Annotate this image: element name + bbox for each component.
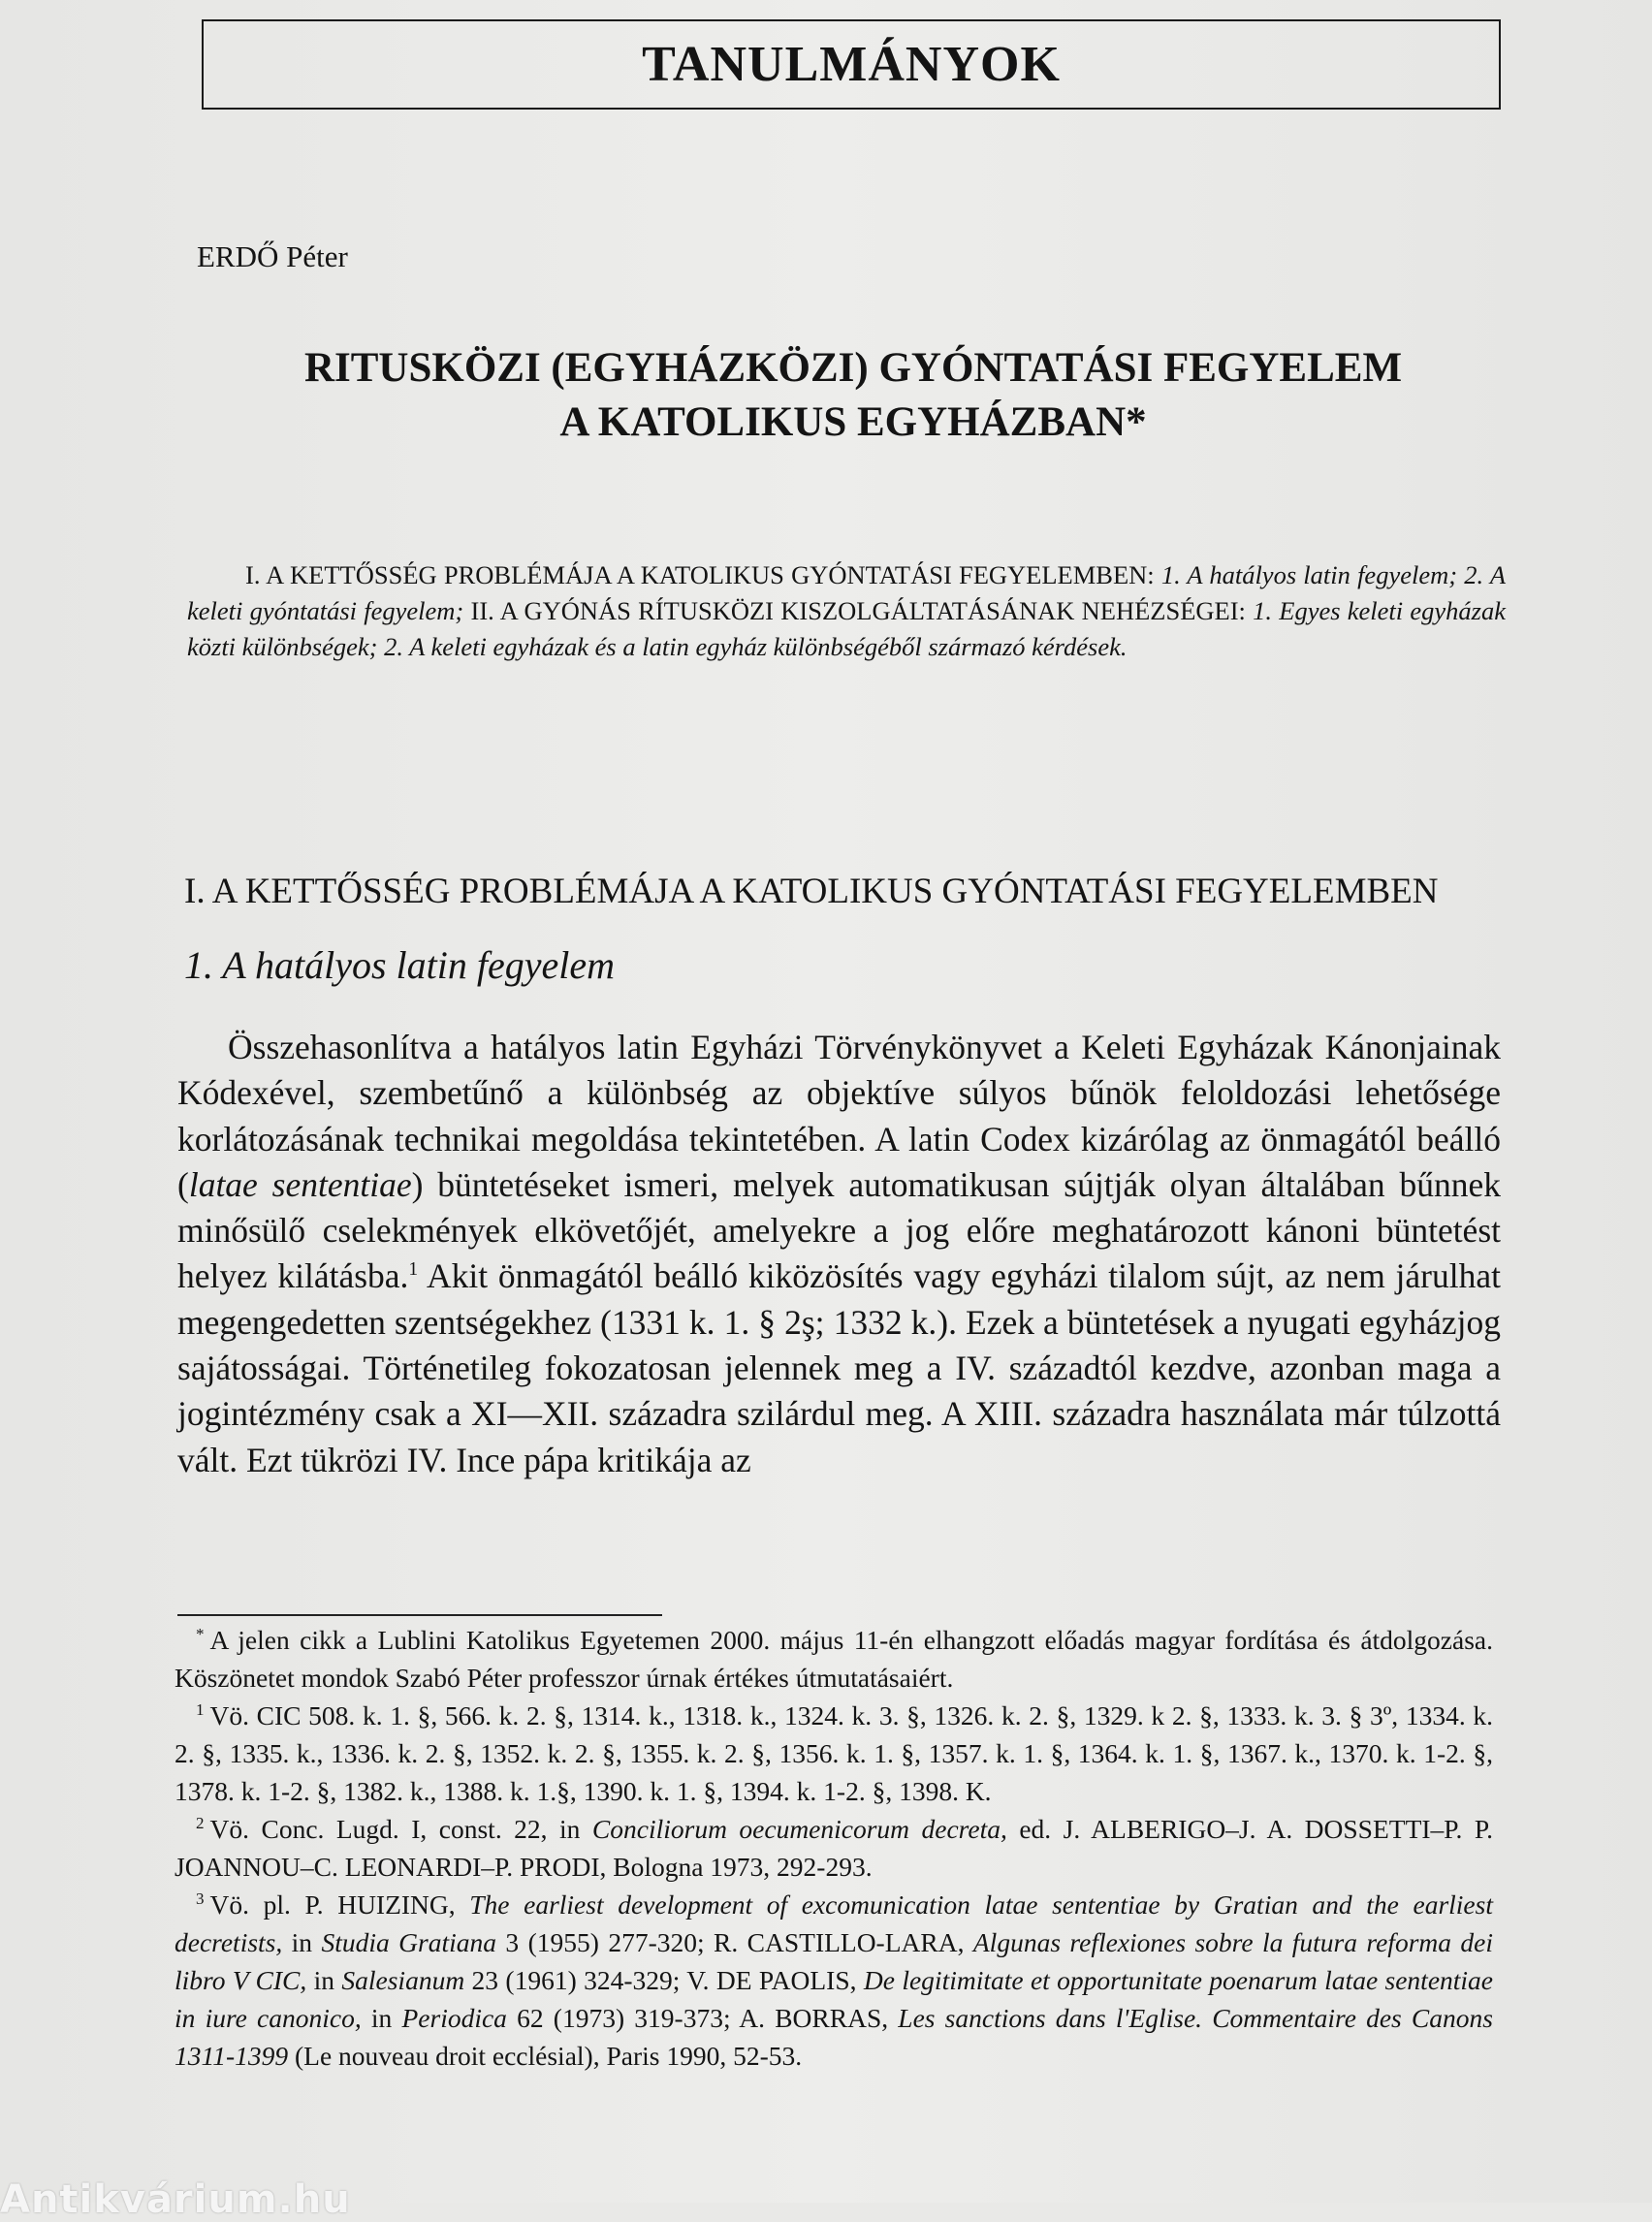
footnote-3-text-l: Periodica <box>401 2003 507 2033</box>
footnote-1 <box>175 1697 1493 1810</box>
footnote-3-text-k: in <box>361 2003 402 2033</box>
watermark: Antikvárium.hu <box>0 2177 351 2222</box>
body-text-2: ) büntetéseket ismeri, melyek automatikusan sújtják olyan általában bűnnek minősülő cselekmények elkövetőjét, amelyekre a jog előre meghatározott kánoni büntetést helyez kilátásba. <box>177 1164 1501 1296</box>
section-heading: I. A KETTŐSSÉG PROBLÉMÁJA A KATOLIKUS GYÓNTATÁSI FEGYELEMBEN <box>184 872 1439 911</box>
footnote-3-text-g: in <box>306 1965 342 1995</box>
article-title-line-2: A KATOLIKUS EGYHÁZBAN* <box>559 399 1147 445</box>
article-title <box>184 341 1522 450</box>
author-name: ERDŐ Péter <box>197 239 348 273</box>
footnote-3-text-j: De legitimitate et opportunitate poenarum latae sententiae in iure canonico, <box>175 1965 1494 2033</box>
footnote-3-text-o: (Le nouveau droit ecclésial), Paris 1990, 52-53. <box>288 2041 803 2071</box>
footnote-3-text-d: Studia Gratiana <box>321 1927 497 1957</box>
footnote-2-mark: 2 <box>196 1813 205 1832</box>
section-header-box <box>202 19 1501 110</box>
subsection-heading: 1. A hatályos latin fegyelem <box>184 943 616 987</box>
body-paragraph <box>177 1025 1501 1483</box>
footnote-3-text-n: Les sanctions dans l'Eglise. Commentaire des Canons 1311-1399 <box>175 2003 1493 2071</box>
footnote-3-mark: 3 <box>196 1889 205 1908</box>
footnote-ref-1: 1 <box>408 1259 419 1281</box>
article-title-line-1: RITUSKÖZI (EGYHÁZKÖZI) GYÓNTATÁSI FEGYELEM <box>303 345 1403 391</box>
toc-items-1: 1. A hatályos latin fegyelem; 2. A keleti gyóntatási fegyelem; <box>187 560 1507 625</box>
toc-items-2: 1. Egyes keleti egyházak közti különbségek; 2. A keleti egyházak és a latin egyház különbségéből származó kérdések. <box>187 596 1506 661</box>
section-header: TANULMÁNYOK <box>642 37 1061 92</box>
body-latin-term: latae sententiae <box>188 1164 412 1204</box>
body-text-1: Összehasonlítva a hatályos latin Egyházi Törvénykönyvet a Keleti Egyházak Kánonjainak Kódexével, szembetűnő a különbség az objektíve súlyos bűnök feloldozási lehetősége korlátozásának technikai megoldása tekintetében. A latin Codex kizárólag az önmagától beálló ( <box>177 1028 1501 1204</box>
footnote-3 <box>175 1886 1493 2075</box>
footnote-2-text-a: Vö. Conc. Lugd. I, const. 22, in <box>209 1814 592 1844</box>
footnote-divider <box>177 1614 662 1616</box>
footnote-star-text: A jelen cikk a Lublini Katolikus Egyetemen 2000. május 11-én elhangzott előadás magyar fordítása és átdolgozása. Köszönetet mondok Szabó Péter professzor úrnak értékes útmutatásaiért. <box>175 1625 1493 1693</box>
footnote-3-text-e: 3 (1955) 277-320; R. CASTILLO-LARA, <box>496 1927 973 1957</box>
footnote-star <box>175 1621 1493 1697</box>
footnotes <box>175 1621 1493 2075</box>
footnote-star-mark: * <box>196 1624 205 1643</box>
footnote-1-text: Vö. CIC 508. k. 1. §, 566. k. 2. §, 1314. k., 1318. k., 1324. k. 3. §, 1326. k. 2. §, 1329. k 2. §, 1333. k. 3. § 3º, 1334. k. 2. §, 1335. k., 1336. k. 2. §, 1352. k. 2. §, 1355. k. 2. §, 1356. k. 1. §, 1357. k. 1. §, 1364. k. 1. §, 1367. k., 1370. k. 1-2. §, 1378. k. 1-2. §, 1382. k., 1388. k. 1.§, 1390. k. 1. §, 1394. k. 1-2. §, 1398. K. <box>175 1700 1493 1806</box>
table-of-contents <box>187 557 1506 665</box>
footnote-3-text-m: 62 (1973) 319-373; A. BORRAS, <box>506 2003 899 2033</box>
footnote-3-text-h: Salesianum <box>341 1965 465 1995</box>
footnote-3-text-b: The earliest development of excomunication latae sententiae by Gratian and the earliest decretists, <box>175 1889 1493 1957</box>
footnote-3-text-c: in <box>282 1927 322 1957</box>
footnote-1-mark: 1 <box>196 1699 205 1719</box>
footnote-3-text-f: Algunas reflexiones sobre la futura reforma dei libro V CIC, <box>175 1927 1494 1995</box>
toc-part-1: I. A KETTŐSSÉG PROBLÉMÁJA A KATOLIKUS GYÓNTATÁSI FEGYELEMBEN: <box>245 560 1161 589</box>
toc-part-2: II. A GYÓNÁS RÍTUSKÖZI KISZOLGÁLTATÁSÁNAK NEHÉZSÉGEI: <box>463 596 1254 625</box>
footnote-2 <box>175 1810 1493 1886</box>
footnote-2-text-c: ed. J. ALBERIGO–J. A. DOSSETTI–P. P. JOANNOU–C. LEONARDI–P. PRODI, Bologna 1973, 292-293. <box>175 1814 1493 1882</box>
footnote-3-text-i: 23 (1961) 324-329; V. DE PAOLIS, <box>464 1965 864 1995</box>
footnote-2-text-b: Conciliorum oecumenicorum decreta, <box>591 1814 1007 1844</box>
body-text-3: Akit önmagától beálló kiközösítés vagy egyházi tilalom sújt, az nem járulhat megengedetten szentségekhez (1331 k. 1. § 2ş; 1332 k.). Ezek a büntetések a nyugati egyházjog sajátosságai. Történetileg fokozatosan jelennek meg a IV. századtól kezdve, azonban maga a jogintézmény csak a XI—XII. századra szilárdul meg. A XIII. századra használata már túlzottá vált. Ezt tükrözi IV. Ince pápa kritikája az <box>177 1256 1501 1479</box>
footnote-3-text-a: Vö. pl. P. HUIZING, <box>209 1889 470 1920</box>
